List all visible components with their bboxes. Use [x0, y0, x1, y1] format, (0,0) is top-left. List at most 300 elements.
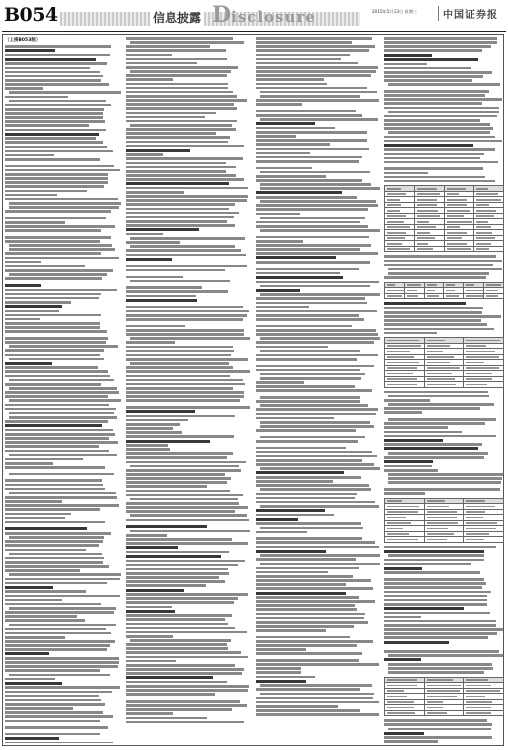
text-line — [126, 295, 196, 298]
text-line — [126, 299, 197, 302]
text-line — [5, 544, 99, 547]
text-line — [384, 391, 488, 394]
text-line — [5, 691, 112, 694]
table-cell — [385, 246, 415, 252]
text-line — [384, 319, 481, 322]
text-line — [126, 410, 195, 413]
table-cell — [385, 382, 425, 388]
text-line — [9, 387, 117, 390]
text-line — [256, 550, 326, 553]
continuation-label: （上接B053版） — [5, 38, 41, 43]
text-line — [384, 148, 495, 151]
text-line — [384, 157, 480, 160]
text-line — [256, 596, 359, 599]
text-line — [256, 671, 301, 674]
text-line — [384, 586, 482, 589]
text-line — [388, 654, 503, 657]
text-line — [260, 693, 374, 696]
text-line — [126, 647, 228, 650]
text-line — [388, 728, 491, 731]
text-line — [126, 572, 229, 575]
text-line — [5, 458, 83, 461]
text-line — [384, 595, 487, 598]
text-line — [126, 87, 228, 90]
text-line — [5, 517, 65, 520]
text-line — [384, 488, 500, 491]
text-line — [5, 707, 73, 710]
text-line — [9, 573, 121, 576]
text-line — [126, 473, 225, 476]
text-line — [5, 496, 117, 499]
text-line — [126, 276, 183, 279]
text-line — [126, 233, 163, 236]
table-cell — [385, 293, 405, 299]
text-line — [126, 383, 245, 386]
text-line — [384, 620, 496, 623]
table-cell — [464, 293, 484, 299]
text-line — [126, 241, 180, 244]
table-row — [385, 382, 504, 388]
text-line — [5, 198, 118, 201]
text-line — [384, 75, 483, 78]
text-line — [260, 285, 370, 288]
text-line — [5, 284, 41, 287]
text-line — [256, 45, 375, 48]
text-line — [256, 240, 303, 243]
text-line — [260, 505, 379, 508]
text-line — [260, 373, 365, 376]
table-cell — [424, 710, 464, 716]
text-line — [5, 190, 87, 193]
text-line — [256, 156, 362, 159]
text-line — [126, 58, 227, 61]
text-line — [126, 676, 213, 679]
text-line — [126, 519, 249, 522]
text-line — [130, 639, 231, 642]
text-line — [126, 664, 235, 667]
column-4 — [384, 37, 504, 743]
text-line — [5, 112, 103, 115]
text-line — [384, 260, 502, 263]
text-line — [256, 306, 309, 309]
text-line — [260, 563, 380, 566]
text-line — [126, 651, 241, 654]
text-line — [384, 136, 495, 139]
text-line — [256, 480, 333, 483]
text-line — [126, 689, 248, 692]
text-line — [260, 421, 370, 424]
text-line — [126, 212, 239, 215]
text-line — [126, 199, 247, 202]
text-line — [256, 191, 342, 194]
text-line — [260, 684, 372, 687]
text-line — [126, 95, 237, 98]
text-line — [260, 91, 377, 94]
column-4-text-d — [384, 391, 504, 495]
text-line — [5, 87, 43, 90]
text-line — [256, 66, 378, 69]
text-line — [256, 713, 379, 716]
table-cell — [444, 293, 464, 299]
text-line — [126, 286, 202, 289]
text-line — [256, 463, 374, 466]
text-line — [5, 326, 100, 329]
text-line — [126, 415, 235, 418]
text-line — [384, 439, 443, 442]
text-line — [5, 636, 65, 639]
text-line — [5, 104, 111, 107]
section-title-en-initial: D — [212, 2, 232, 28]
text-line — [384, 311, 482, 314]
table-cell — [414, 246, 444, 252]
text-line — [5, 137, 96, 140]
text-line — [5, 277, 102, 280]
financial-table-2 — [384, 282, 504, 300]
financial-table-4 — [384, 498, 504, 543]
text-line — [5, 720, 100, 723]
text-line — [9, 244, 112, 247]
text-line — [126, 341, 175, 344]
text-line — [5, 615, 77, 618]
text-line — [256, 248, 360, 251]
text-line — [126, 203, 235, 206]
text-line — [5, 408, 116, 411]
text-line — [384, 447, 478, 450]
text-line — [5, 420, 108, 423]
text-line — [260, 171, 370, 174]
text-line — [5, 540, 103, 543]
text-line — [384, 107, 499, 110]
text-line — [126, 195, 248, 198]
text-line — [5, 75, 103, 78]
text-line — [384, 54, 432, 57]
text-line — [5, 362, 52, 365]
text-line — [126, 461, 246, 464]
text-line — [5, 265, 85, 268]
text-line — [384, 591, 491, 594]
text-line — [5, 210, 111, 213]
text-line — [126, 448, 170, 451]
text-line — [388, 477, 502, 480]
text-line — [260, 350, 360, 353]
text-line — [256, 571, 328, 574]
text-line — [5, 450, 109, 453]
text-line — [256, 447, 346, 450]
text-line — [130, 41, 244, 44]
text-line — [260, 118, 378, 121]
text-line — [130, 465, 239, 468]
text-line — [126, 370, 250, 373]
text-line — [256, 110, 356, 113]
text-line — [384, 426, 448, 429]
text-line — [256, 127, 335, 130]
text-line — [260, 425, 374, 428]
text-line — [256, 413, 376, 416]
text-line — [256, 310, 377, 313]
text-line — [256, 289, 300, 292]
text-line — [256, 493, 357, 496]
text-line — [384, 332, 437, 335]
text-line — [5, 252, 101, 255]
text-line — [260, 229, 380, 232]
text-line — [384, 411, 422, 414]
text-line — [256, 179, 362, 182]
text-line — [5, 45, 111, 48]
text-line — [260, 377, 361, 380]
text-line — [384, 612, 490, 615]
text-line — [9, 674, 110, 677]
text-line — [388, 268, 502, 271]
text-line — [256, 567, 359, 570]
text-line — [126, 660, 176, 663]
text-line — [5, 54, 110, 57]
text-line — [126, 627, 235, 630]
text-line — [256, 272, 340, 275]
text-line — [256, 148, 369, 151]
text-line — [256, 514, 334, 517]
text-line — [5, 169, 120, 172]
table-cell — [484, 293, 504, 299]
table-cell — [385, 710, 425, 716]
text-line — [5, 146, 107, 149]
text-line — [256, 400, 360, 403]
text-line — [256, 74, 371, 77]
text-line — [5, 703, 105, 706]
text-line — [126, 584, 206, 587]
text-line — [5, 657, 119, 660]
text-line — [126, 358, 248, 361]
text-line — [260, 488, 371, 491]
text-line — [9, 492, 116, 495]
text-line — [126, 668, 244, 671]
text-line — [126, 623, 228, 626]
text-line — [5, 488, 105, 491]
text-line — [5, 569, 80, 572]
table-cell — [464, 537, 504, 543]
text-line — [126, 208, 229, 211]
text-line — [384, 456, 484, 459]
text-line — [126, 149, 190, 152]
text-line — [126, 318, 243, 321]
text-line — [384, 49, 482, 52]
text-line — [126, 346, 233, 349]
text-line — [260, 554, 380, 557]
text-line — [256, 160, 359, 163]
text-line — [260, 404, 368, 407]
text-line — [388, 473, 504, 476]
text-line — [126, 431, 182, 434]
text-line — [5, 603, 101, 606]
table-cell — [424, 293, 444, 299]
text-line — [126, 128, 236, 131]
text-line — [256, 252, 378, 255]
text-line — [256, 644, 357, 647]
text-line — [126, 290, 228, 293]
text-line — [384, 443, 482, 446]
text-line — [256, 451, 372, 454]
text-line — [126, 314, 247, 317]
text-line — [384, 102, 482, 105]
text-line — [126, 145, 244, 148]
text-line — [256, 579, 371, 582]
text-line — [384, 632, 497, 635]
section-title-en — [212, 2, 316, 28]
text-line — [5, 632, 111, 635]
text-line — [5, 521, 105, 524]
text-line — [388, 83, 500, 86]
text-line — [126, 37, 233, 40]
column-3 — [256, 37, 380, 743]
text-line — [256, 501, 375, 504]
text-line — [5, 181, 108, 184]
text-line — [126, 224, 235, 227]
text-line — [260, 183, 371, 186]
text-line — [5, 595, 120, 598]
text-line — [5, 229, 101, 232]
text-line — [384, 736, 492, 739]
text-line — [5, 437, 109, 440]
column-1 — [5, 37, 121, 743]
text-line — [260, 200, 376, 203]
text-line — [126, 187, 248, 190]
text-line — [256, 625, 354, 628]
text-line — [260, 396, 360, 399]
text-line — [256, 705, 338, 708]
text-line — [126, 74, 227, 77]
text-line — [126, 546, 178, 549]
text-line — [384, 37, 497, 40]
text-line — [384, 422, 485, 425]
text-line — [256, 70, 376, 73]
table-cell — [464, 382, 504, 388]
text-line — [5, 715, 113, 718]
text-line — [384, 115, 497, 118]
text-line — [256, 143, 330, 146]
text-line — [384, 578, 484, 581]
text-line — [5, 49, 55, 52]
text-line — [256, 225, 368, 228]
text-line — [5, 67, 90, 70]
text-line — [256, 676, 315, 679]
text-line — [126, 191, 184, 194]
text-line — [126, 395, 244, 398]
text-line — [126, 576, 219, 579]
table-row — [385, 246, 504, 252]
text-line — [126, 568, 228, 571]
table-row — [385, 710, 504, 716]
text-line — [5, 236, 111, 239]
text-line — [388, 554, 484, 557]
text-line — [256, 41, 352, 44]
text-line — [5, 150, 113, 153]
text-line — [126, 375, 230, 378]
text-line — [256, 417, 334, 420]
text-line — [5, 240, 100, 243]
text-line — [256, 139, 367, 142]
text-line — [5, 484, 103, 487]
text-line — [126, 387, 233, 390]
text-line — [256, 709, 360, 712]
text-line — [5, 619, 85, 622]
text-line — [5, 699, 101, 702]
text-line — [5, 628, 106, 631]
text-line — [384, 546, 496, 549]
text-line — [5, 366, 98, 369]
text-line — [388, 663, 492, 666]
text-line — [126, 66, 238, 69]
text-line — [384, 302, 466, 305]
text-line — [256, 341, 374, 344]
text-line — [5, 395, 108, 398]
text-line — [256, 83, 327, 86]
text-line — [256, 476, 361, 479]
text-line — [126, 419, 188, 422]
text-line — [384, 465, 432, 468]
text-line — [126, 490, 230, 493]
text-line — [126, 444, 168, 447]
text-line — [126, 481, 227, 484]
text-line — [384, 407, 480, 410]
text-line — [126, 631, 247, 634]
text-line — [256, 440, 358, 443]
text-line — [130, 245, 235, 248]
text-line — [384, 658, 421, 661]
text-line — [256, 354, 378, 357]
text-line — [126, 601, 234, 604]
text-line — [126, 166, 236, 169]
text-line — [126, 78, 173, 81]
table-cell — [404, 293, 424, 299]
text-line — [126, 258, 172, 261]
text-line — [126, 45, 210, 48]
text-line — [5, 590, 86, 593]
text-line — [9, 416, 117, 419]
text-line — [126, 643, 227, 646]
column-4-text-f — [384, 719, 504, 743]
text-line — [126, 672, 242, 675]
text-line — [384, 140, 502, 143]
text-line — [388, 403, 494, 406]
text-line — [126, 580, 225, 583]
text-line — [384, 41, 497, 44]
text-line — [384, 161, 498, 164]
text-line — [5, 158, 100, 161]
text-line — [384, 571, 480, 574]
text-line — [126, 62, 197, 65]
text-line — [5, 225, 115, 228]
text-line — [384, 641, 449, 644]
text-line — [256, 546, 379, 549]
text-line — [256, 62, 358, 65]
text-line — [126, 708, 232, 711]
text-line — [5, 58, 96, 61]
text-line — [256, 329, 376, 332]
text-line — [130, 530, 250, 533]
text-line — [256, 541, 375, 544]
text-line — [5, 527, 87, 530]
text-line — [384, 323, 487, 326]
text-line — [384, 123, 490, 126]
text-line — [126, 542, 248, 545]
text-line — [130, 498, 238, 501]
issue-date: 2015年5月13日 星期三 — [372, 9, 418, 14]
text-line — [126, 534, 167, 537]
text-line — [5, 310, 59, 313]
text-line — [384, 492, 425, 495]
text-line — [260, 95, 360, 98]
text-line — [126, 606, 172, 609]
text-line — [5, 79, 101, 82]
